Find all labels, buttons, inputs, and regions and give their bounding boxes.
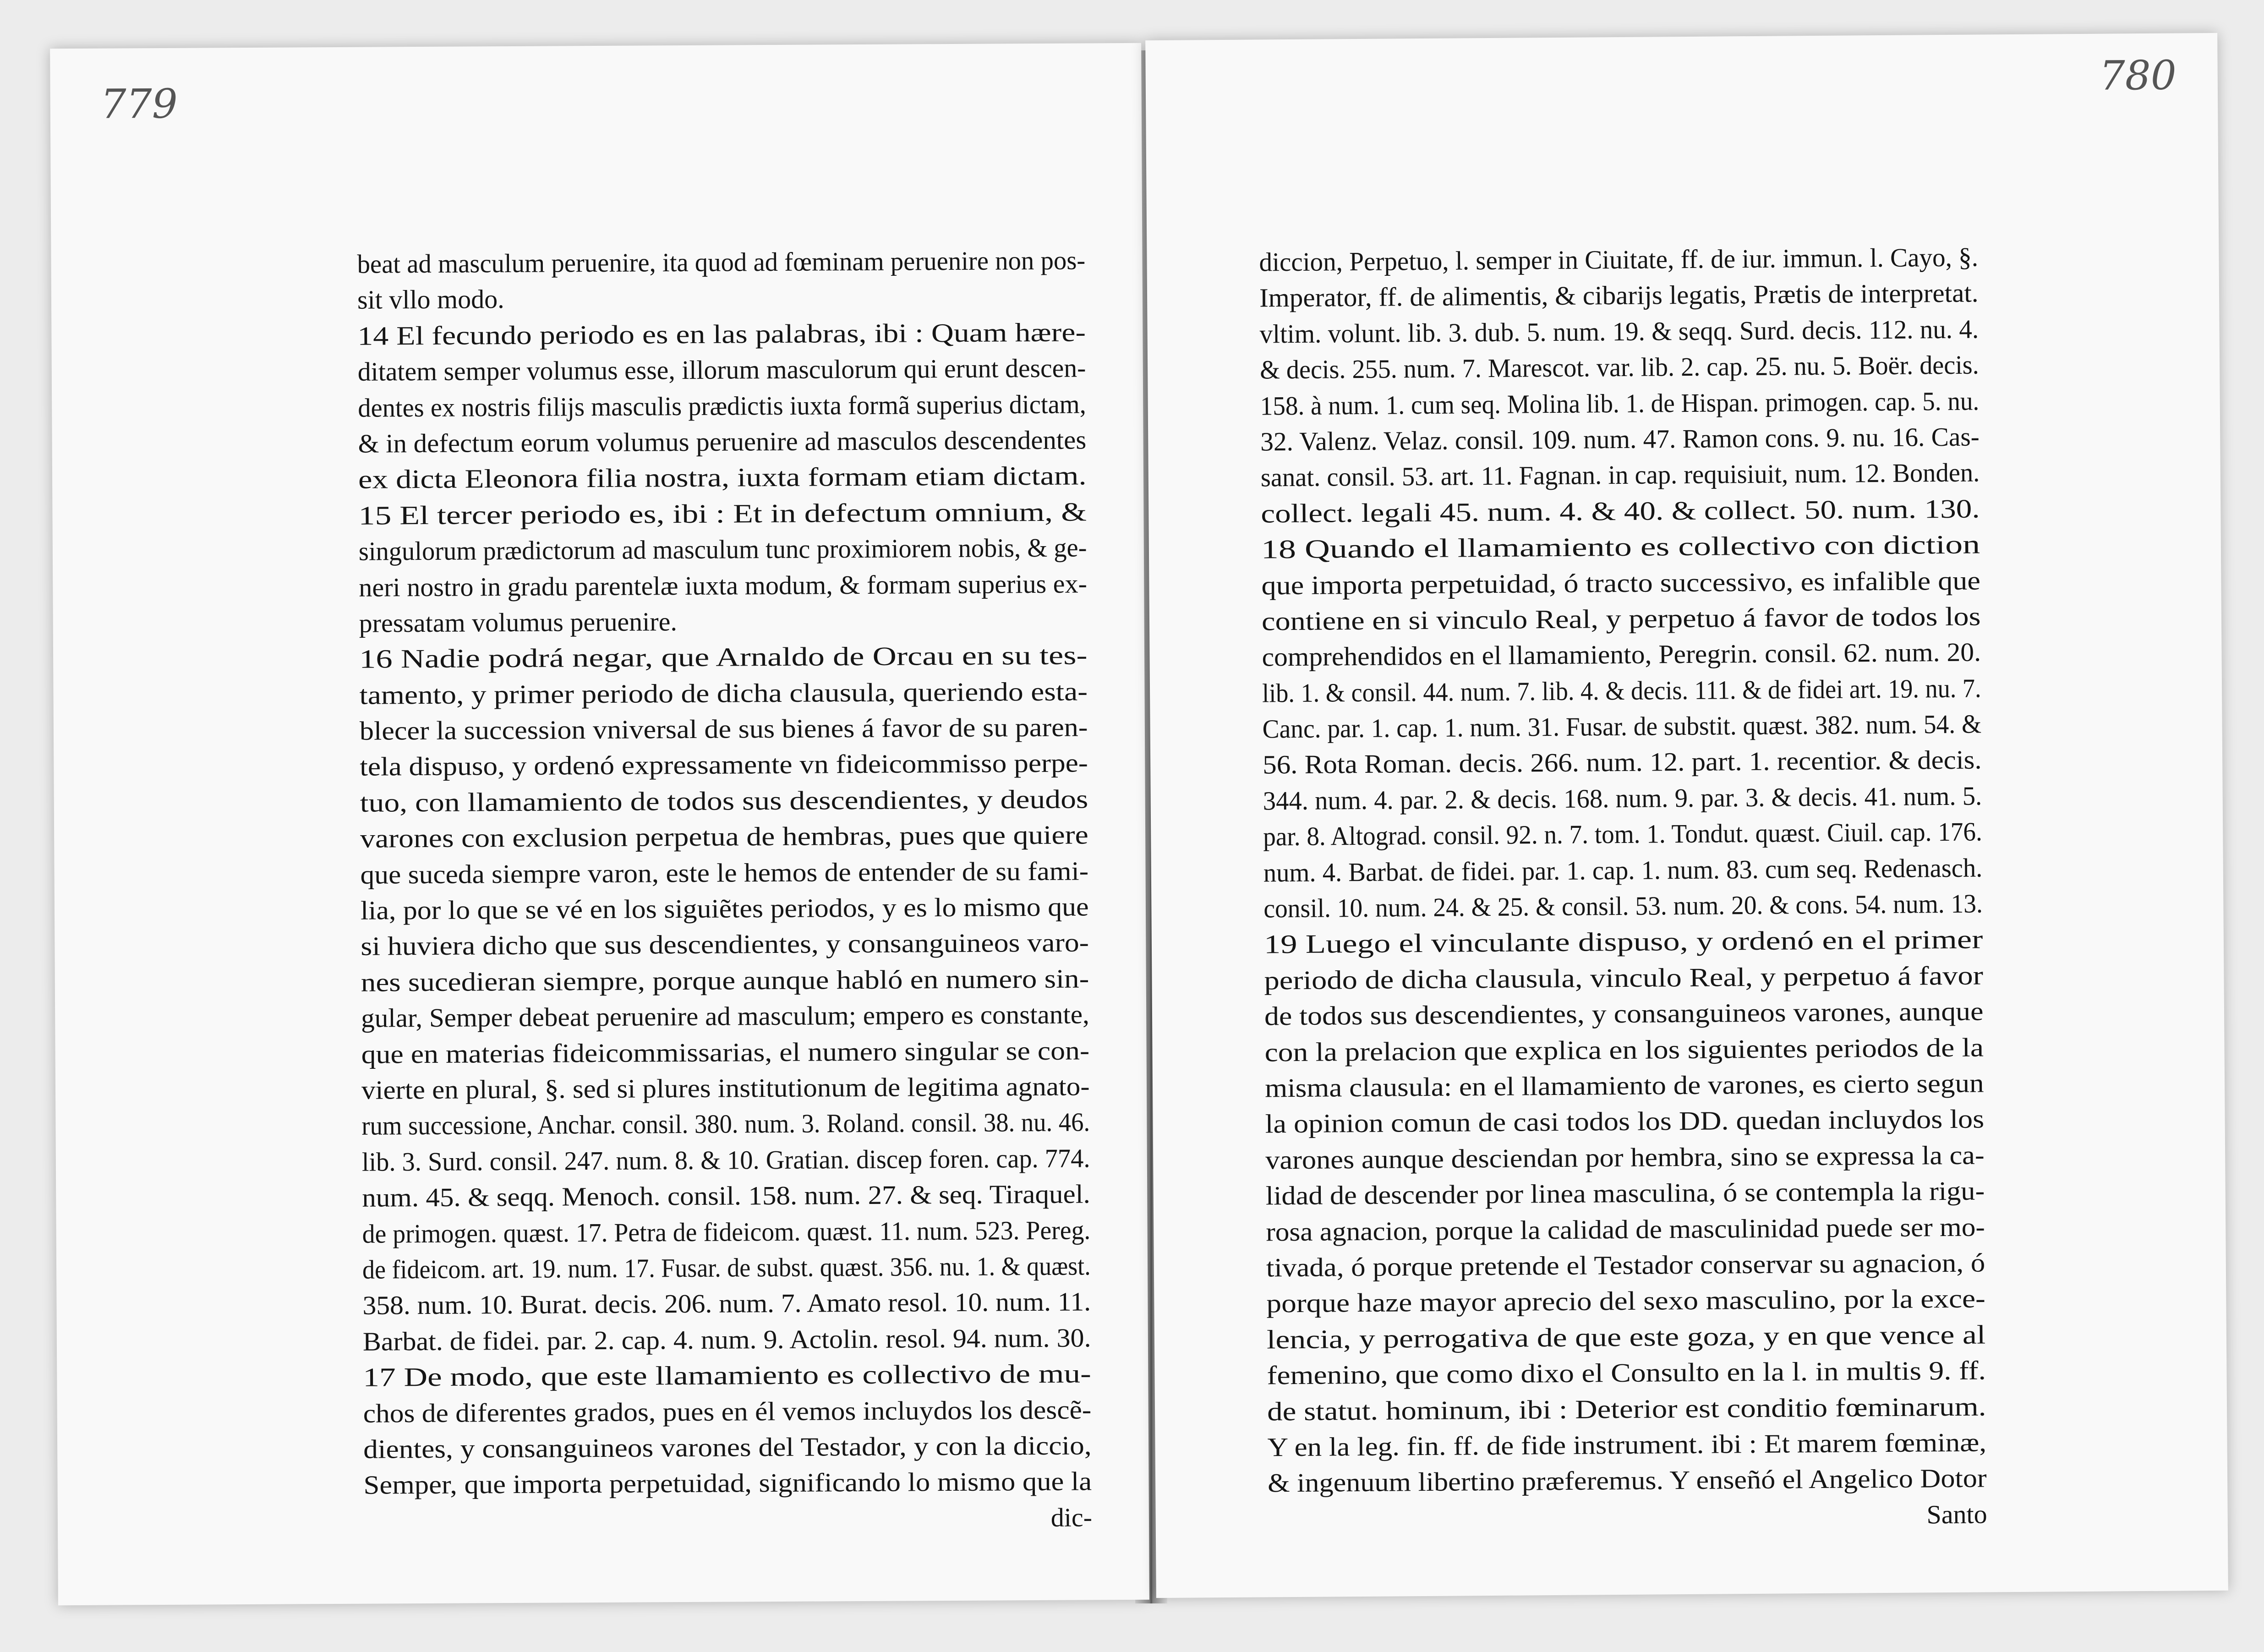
- text-line: & in defectum eorum volumus peruenire ad masculos descendentes: [358, 425, 1087, 459]
- text-line: Barbat. de fidei. par. 2. cap. 4. num. 9. Actolin. resol. 94. num. 30.: [362, 1323, 1091, 1357]
- right-page-text: [1259, 240, 1987, 1537]
- text-line: si huviera dicho que sus descendientes, y consanguineos varo-: [361, 927, 1089, 962]
- left-folio-number: 779: [100, 80, 178, 128]
- text-line: gular, Semper debeat peruenire ad masculum; empero es constante,: [361, 999, 1089, 1033]
- right-folio-number: 780: [2099, 51, 2177, 99]
- text-line: periodo de dicha clausula, vinculo Real, y perpetuo á favor: [1264, 960, 1984, 996]
- text-line: lia, por lo que se vé en los siguiẽtes periodos, y es lo mismo que: [360, 892, 1089, 925]
- text-line: 32. Valenz. Velaz. consil. 109. num. 47. Ramon cons. 9. nu. 16. Cas-: [1260, 421, 1980, 457]
- text-line: blecer la succession vniversal de sus bienes á favor de su paren-: [359, 712, 1088, 746]
- text-line: varones con exclusion perpetua de hembras, pues que quiere: [360, 820, 1088, 853]
- text-line: tuo, con llamamiento de todos sus descendientes, y deudos: [360, 784, 1088, 818]
- text-line: 19 Luego el vinculante dispuso, y ordenó en el primer: [1263, 924, 1983, 959]
- text-line: 358. num. 10. Burat. decis. 206. num. 7. Amato resol. 10. num. 11.: [362, 1286, 1091, 1321]
- text-line: nes sucedieran siempre, porque aunque habló en numero sin-: [361, 963, 1089, 997]
- text-line: chos de diferentes grados, pues en él vemos incluydos los descẽ-: [363, 1394, 1092, 1428]
- text-line: lib. 1. & consil. 44. num. 7. lib. 4. & decis. 111. & de fidei art. 19. nu. 7.: [1262, 673, 1981, 708]
- text-line: misma clausula: en el llamamiento de varones, es cierto segun: [1264, 1068, 1984, 1103]
- text-line: num. 45. & seqq. Menoch. consil. 158. num. 27. & seq. Tiraquel.: [362, 1179, 1090, 1213]
- text-line: beat ad masculum peruenire, ita quod ad fœminam peruenire non pos-: [357, 245, 1086, 279]
- text-line: & ingenuum libertino præferemus. Y enseñó el Angelico Dotor: [1267, 1463, 1987, 1498]
- text-line: que en materias fideicommissarias, el numero singular se con-: [361, 1035, 1090, 1069]
- right-page: [1145, 33, 2228, 1598]
- text-line: neri nostro in gradu parentelæ iuxta modum, & formam superius ex-: [359, 568, 1088, 602]
- text-line: de todos sus descendientes, y consanguineos varones, aunque: [1264, 996, 1984, 1031]
- text-line: de statut. hominum, ibi : Deterior est conditio fœminarum.: [1267, 1391, 1986, 1426]
- left-page-text: [357, 242, 1092, 1539]
- text-line: vierte en plural, §. sed si plures institutionum de legitima agnato-: [361, 1071, 1090, 1105]
- text-line: lencia, y perrogativa de que este goza, y en que vence al: [1266, 1319, 1986, 1355]
- text-line: de primogen. quæst. 17. Petra de fideicom. quæst. 11. num. 523. Pereg.: [362, 1214, 1091, 1249]
- text-line: de fideicom. art. 19. num. 17. Fusar. de subst. quæst. 356. nu. 1. & quæst.: [362, 1251, 1091, 1285]
- text-line: & decis. 255. num. 7. Marescot. var. lib. 2. cap. 25. nu. 5. Boër. decis.: [1259, 350, 1979, 385]
- text-line: sanat. consil. 53. art. 11. Fagnan. in cap. requisiuit, num. 12. Bonden.: [1260, 457, 1980, 492]
- text-line: 18 Quando el llamamiento es collectivo con diction: [1261, 529, 1980, 564]
- text-line: rosa agnacion, porque la calidad de masculinidad puede ser mo-: [1266, 1212, 1985, 1247]
- text-line: con la prelacion que explica en los siguientes periodos de la: [1264, 1032, 1984, 1067]
- text-line: Canc. par. 1. cap. 1. num. 31. Fusar. de substit. quæst. 382. num. 54. &: [1262, 709, 1982, 744]
- text-line: lidad de descender por linea masculina, ó se contempla la rigu-: [1265, 1176, 1985, 1211]
- text-line: ex dicta Eleonora filia nostra, iuxta formam etiam dictam.: [358, 460, 1087, 495]
- text-line: dentes ex nostris filijs masculis prædictis iuxta formã superius dictam,: [358, 388, 1087, 423]
- text-line: rum successione, Anchar. consil. 380. num. 3. Roland. consil. 38. nu. 46.: [361, 1107, 1090, 1141]
- text-line: lib. 3. Surd. consil. 247. num. 8. & 10. Gratian. discep foren. cap. 774.: [361, 1143, 1090, 1177]
- text-line: dic-: [1050, 1502, 1093, 1532]
- text-line: 14 El fecundo periodo es en las palabras, ibi : Quam hære-: [357, 317, 1086, 351]
- text-line: porque haze mayor aprecio del sexo masculino, por la exce-: [1266, 1283, 1986, 1318]
- text-line: 15 El tercer periodo es, ibi : Et in defectum omnium, &: [358, 497, 1087, 531]
- text-line: Santo: [1926, 1499, 1987, 1530]
- text-line: 344. num. 4. par. 2. & decis. 168. num. 9. par. 3. & decis. 41. num. 5.: [1263, 781, 1982, 816]
- text-line: varones aunque desciendan por hembra, sino se expressa la ca-: [1265, 1140, 1985, 1175]
- text-line: ditatem semper volumus esse, illorum masculorum qui erunt descen-: [357, 353, 1086, 387]
- text-line: diccion, Perpetuo, l. semper in Ciuitate, ff. de iur. immun. l. Cayo, §.: [1259, 242, 1979, 277]
- text-line: singulorum prædictorum ad masculum tunc proximiorem nobis, & ge-: [358, 532, 1087, 566]
- text-line: 16 Nadie podrá negar, que Arnaldo de Orcau en su tes-: [359, 640, 1088, 674]
- text-line: que importa perpetuidad, ó tracto successivo, es infalible que: [1261, 565, 1981, 600]
- text-line: contiene en si vinculo Real, y perpetuo á favor de todos los: [1261, 601, 1981, 636]
- text-line: 17 De modo, que este llamamiento es collectivo de mu-: [363, 1358, 1091, 1392]
- text-line: la opinion comun de casi todos los DD. quedan incluydos los: [1265, 1104, 1985, 1139]
- text-line: femenino, que como dixo el Consulto en la l. in multis 9. ff.: [1267, 1355, 1986, 1390]
- text-line: collect. legali 45. num. 4. & 40. & collect. 50. num. 130.: [1261, 493, 1980, 529]
- text-line: consil. 10. num. 24. & 25. & consil. 53. num. 20. & cons. 54. num. 13.: [1263, 888, 1983, 924]
- text-line: vltim. volunt. lib. 3. dub. 5. num. 19. & seqq. Surd. decis. 112. nu. 4.: [1259, 314, 1979, 349]
- text-line: Semper, que importa perpetuidad, significando lo mismo que la: [363, 1466, 1092, 1500]
- text-line: sit vllo modo.: [357, 284, 504, 315]
- text-line: Imperator, ff. de alimentis, & cibarijs legatis, Prætis de interpretat.: [1259, 278, 1979, 313]
- text-line: tela dispuso, y ordenó expressamente vn fideicommisso perpe-: [360, 748, 1088, 782]
- text-line: dientes, y consanguineos varones del Testador, y con la diccio,: [363, 1430, 1092, 1464]
- text-line: tivada, ó porque pretende el Testador conservar su agnacion, ó: [1266, 1247, 1985, 1283]
- text-line: comprehendidos en el llamamiento, Peregrin. consil. 62. num. 20.: [1262, 637, 1981, 672]
- text-line: pressatam volumus peruenire.: [359, 607, 678, 638]
- left-page: [50, 43, 1149, 1605]
- text-line: 158. à num. 1. cum seq. Molina lib. 1. de Hispan. primogen. cap. 5. nu.: [1260, 386, 1980, 421]
- text-line: Y en la leg. fin. ff. de fide instrument. ibi : Et marem fœminæ,: [1267, 1427, 1987, 1462]
- text-line: tamento, y primer periodo de dicha clausula, queriendo esta-: [359, 676, 1088, 710]
- text-line: num. 4. Barbat. de fidei. par. 1. cap. 1. num. 83. cum seq. Redenasch.: [1263, 853, 1983, 888]
- text-line: 56. Rota Roman. decis. 266. num. 12. part. 1. recentior. & decis.: [1262, 744, 1982, 780]
- text-line: par. 8. Altograd. consil. 92. n. 7. tom. 1. Tondut. quæst. Ciuil. cap. 176.: [1263, 816, 1983, 852]
- text-line: que suceda siempre varon, este le hemos de entender de su fami-: [360, 856, 1089, 890]
